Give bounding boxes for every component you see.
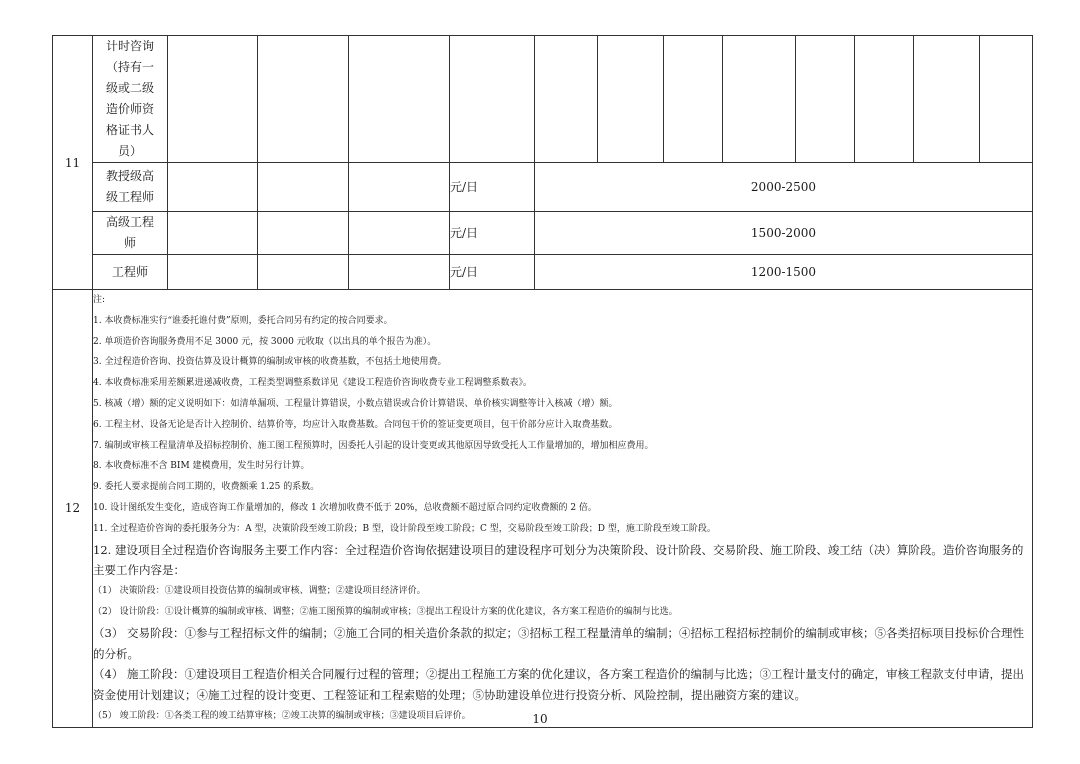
note-item: 8. 本收费标准不含 BIM 建模费用，发生时另行计算。 (93, 461, 310, 472)
note-item: 7. 编制或审核工程量清单及招标控制价、施工图工程预算时，因委托人引起的设计变更或其他原因导致受托人工作量增加的，增加相应费用。 (93, 440, 654, 451)
note-item: 10. 设计图纸发生变化，造成咨询工作量增加的，修改 1 次增加收费不低于 20%，总收费额不超过原合同约定收费额的 2 倍。 (93, 502, 597, 513)
row-number: 12 (53, 290, 93, 728)
note-item: 11. 全过程造价咨询的委托服务分为：A 型，决策阶段至竣工阶段；B 型，设计阶段至竣工阶段；C 型，交易阶段至竣工阶段；D 型，施工阶段至竣工阶段。 (93, 523, 716, 534)
empty-cell (258, 163, 349, 212)
note-item: 1. 本收费标准实行“谁委托谁付费”原则，委托合同另有约定的按合同要求。 (93, 315, 393, 326)
empty-cell (796, 36, 855, 163)
note-item: 4. 本收费标准采用差额累进递减收费，工程类型调整系数详见《建设工程造价咨询收费专业工程调整系数表》。 (93, 378, 532, 389)
empty-cell (535, 36, 598, 163)
unit-cell: 元/日 (450, 255, 535, 290)
title-label: 教授级高 级工程师 (93, 163, 168, 212)
fee-standard-table (52, 35, 1033, 728)
note-item: 3. 全过程造价咨询、投资估算及设计概算的编制或审核的收费基数，不包括土地使用费。 (93, 357, 447, 368)
table-row (53, 163, 1033, 212)
page-number: 10 (532, 712, 548, 726)
empty-cell (168, 212, 258, 255)
table-row (53, 36, 1033, 163)
note-item: （5） 竣工阶段：①各类工程的竣工结算审核；②竣工决算的编制或审核；③建设项目后评价。 (93, 710, 471, 721)
table-row (53, 290, 1033, 728)
note-item: 12. 建设项目全过程造价咨询服务主要工作内容：全过程造价咨询依据建设项目的建设程序可划分为决策阶段、设计阶段、交易阶段、施工阶段、竣工结（决）算阶段。造价咨询服务的主要工作内容是： (93, 542, 1024, 578)
empty-cell (168, 163, 258, 212)
note-item: （2） 设计阶段：①设计概算的编制或审核、调整；②施工图预算的编制或审核；③提出工程设计方案的优化建议，各方案工程造价的编制与比选。 (93, 606, 678, 617)
empty-cell (723, 36, 796, 163)
note-item: （1） 决策阶段：①建设项目投资估算的编制或审核、调整；②建设项目经济评价。 (93, 586, 426, 597)
table-row (53, 212, 1033, 255)
note-item: （4） 施工阶段：①建设项目工程造价相关合同履行过程的管理；②提出工程施工方案的优化建议，各方案工程造价的编制与比选；③工程计量支付的确定，审核工程款支付申请，提出资金使用计划建议；④施工过程的设计变更、工程签证和工程索赔的处理；⑤协助建设单位进行投资分析、风险控制，提出融资方案的建议。 (93, 667, 1024, 703)
title-label: 高级工程 师 (93, 212, 168, 255)
empty-cell (258, 255, 349, 290)
empty-cell (349, 212, 450, 255)
empty-cell (855, 36, 914, 163)
fee-range-cell: 2000-2500 (535, 163, 1033, 212)
note-item: 2. 单项造价咨询服务费用不足 3000 元，按 3000 元收取（以出具的单个报告为准）。 (93, 336, 437, 347)
empty-cell (168, 36, 258, 163)
unit-cell: 元/日 (450, 212, 535, 255)
note-item: （3） 交易阶段：①参与工程招标文件的编制；②施工合同的相关造价条款的拟定；③招标工程工程量清单的编制；④招标工程招标控制价的编制或审核；⑤各类招标项目投标价合理性的分析。 (93, 625, 1024, 661)
empty-cell (349, 163, 450, 212)
note-item: 9. 委托人要求提前合同工期的，收费额乘 1.25 的系数。 (93, 482, 320, 493)
unit-cell: 元/日 (450, 163, 535, 212)
empty-cell (980, 36, 1033, 163)
notes-cell (93, 290, 1033, 728)
empty-cell (664, 36, 723, 163)
note-item: 6. 工程主材、设备无论是否计入控制价、结算价等，均应计入取费基数。合同包干价的签证变更项目，包干价部分应计入取费基数。 (93, 419, 618, 430)
note-item: 5. 核减（增）额的定义说明如下：如清单漏项、工程量计算错误，小数点错误或合价计算错误、单价核实调整等计入核减（增）额。 (93, 398, 618, 409)
row-number: 11 (53, 36, 93, 290)
empty-cell (914, 36, 980, 163)
empty-cell (349, 255, 450, 290)
empty-cell (349, 36, 450, 163)
title-label: 工程师 (93, 255, 168, 290)
hourly-consulting-label: 计时咨询 （持有一 级或二级 造价师资 格证书人 员） (93, 36, 168, 163)
fee-range-cell: 1500-2000 (535, 212, 1033, 255)
fee-range-cell: 1200-1500 (535, 255, 1033, 290)
empty-cell (168, 255, 258, 290)
table-row (53, 255, 1033, 290)
empty-cell (450, 36, 535, 163)
empty-cell (598, 36, 664, 163)
empty-cell (258, 212, 349, 255)
notes-heading: 注: (93, 295, 106, 305)
empty-cell (258, 36, 349, 163)
